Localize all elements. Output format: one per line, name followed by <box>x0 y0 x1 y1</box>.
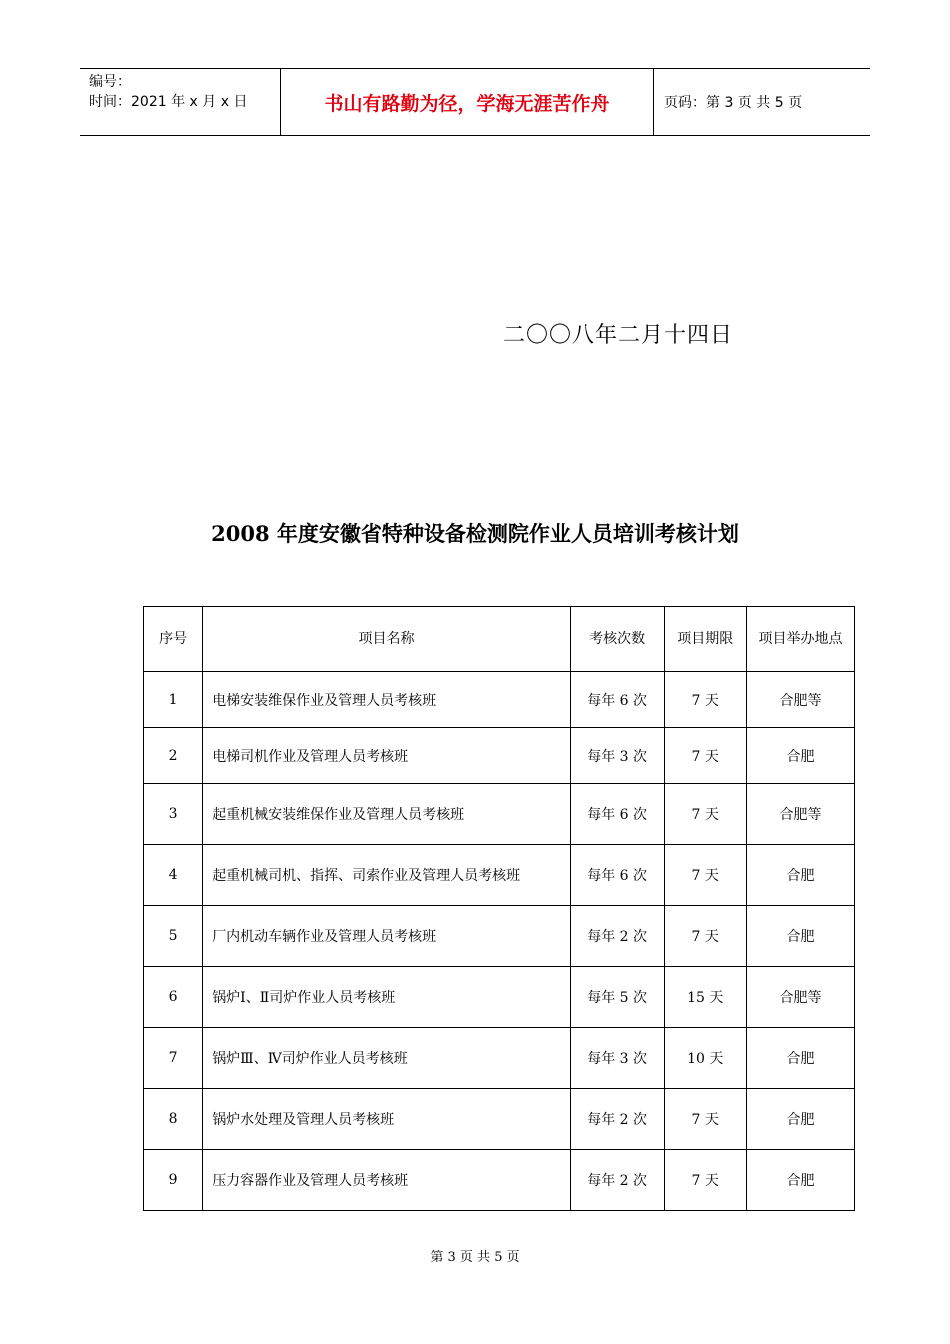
cell-place: 合肥等 <box>746 967 854 1028</box>
header-motto: 书山有路勤为径，学海无涯苦作舟 <box>281 69 654 135</box>
cell-name: 电梯司机作业及管理人员考核班 <box>203 728 571 784</box>
cell-name: 起重机械司机、指挥、司索作业及管理人员考核班 <box>203 845 571 906</box>
date-line: 二〇〇八年二月十四日 <box>503 323 734 348</box>
table-row <box>144 728 855 784</box>
header-meta <box>80 69 281 135</box>
cell-place: 合肥 <box>746 728 854 784</box>
cell-times: 每年 6 次 <box>570 784 664 845</box>
cell-name: 锅炉Ⅲ、Ⅳ司炉作业人员考核班 <box>203 1028 571 1089</box>
cell-place: 合肥等 <box>746 784 854 845</box>
cell-times: 每年 2 次 <box>570 1089 664 1150</box>
cell-times: 每年 2 次 <box>570 1150 664 1211</box>
table-row <box>144 845 855 906</box>
cell-period: 7 天 <box>664 672 746 728</box>
cell-period: 7 天 <box>664 1150 746 1211</box>
cell-no: 4 <box>144 845 203 906</box>
cell-name: 厂内机动车辆作业及管理人员考核班 <box>203 906 571 967</box>
cell-no: 1 <box>144 672 203 728</box>
cell-name: 起重机械安装维保作业及管理人员考核班 <box>203 784 571 845</box>
table-row <box>144 1089 855 1150</box>
training-plan-table <box>143 606 855 1211</box>
cell-times: 每年 5 次 <box>570 967 664 1028</box>
cell-no: 3 <box>144 784 203 845</box>
cell-name: 锅炉Ⅰ、Ⅱ司炉作业人员考核班 <box>203 967 571 1028</box>
cell-no: 7 <box>144 1028 203 1089</box>
cell-period: 7 天 <box>664 845 746 906</box>
cell-no: 6 <box>144 967 203 1028</box>
cell-period: 10 天 <box>664 1028 746 1089</box>
document-title: 2008 年度安徽省特种设备检测院作业人员培训考核计划 <box>211 521 739 546</box>
header-place: 项目举办地点 <box>746 607 854 672</box>
table-row <box>144 1028 855 1089</box>
cell-no: 2 <box>144 728 203 784</box>
cell-place: 合肥 <box>746 1028 854 1089</box>
cell-place: 合肥 <box>746 1150 854 1211</box>
page-header <box>80 68 870 136</box>
header-name: 项目名称 <box>203 607 571 672</box>
header-page-info: 页码：第 3 页 共 5 页 <box>664 95 803 111</box>
cell-no: 8 <box>144 1089 203 1150</box>
cell-name: 压力容器作业及管理人员考核班 <box>203 1150 571 1211</box>
cell-times: 每年 3 次 <box>570 728 664 784</box>
cell-period: 7 天 <box>664 1089 746 1150</box>
cell-place: 合肥 <box>746 1089 854 1150</box>
table-row <box>144 967 855 1028</box>
cell-place: 合肥 <box>746 845 854 906</box>
header-period: 项目期限 <box>664 607 746 672</box>
cell-place: 合肥 <box>746 906 854 967</box>
number-label: 编号： <box>89 74 131 90</box>
cell-name: 电梯安装维保作业及管理人员考核班 <box>203 672 571 728</box>
header-times: 考核次数 <box>570 607 664 672</box>
table-row <box>144 784 855 845</box>
header-no: 序号 <box>144 607 203 672</box>
cell-period: 15 天 <box>664 967 746 1028</box>
cell-times: 每年 3 次 <box>570 1028 664 1089</box>
table-header-row <box>144 607 855 672</box>
table-row <box>144 672 855 728</box>
table-body <box>144 672 855 1211</box>
cell-times: 每年 6 次 <box>570 845 664 906</box>
table-row <box>144 1150 855 1211</box>
page-footer: 第 3 页 共 5 页 <box>430 1250 520 1265</box>
cell-times: 每年 6 次 <box>570 672 664 728</box>
cell-no: 9 <box>144 1150 203 1211</box>
cell-period: 7 天 <box>664 906 746 967</box>
cell-times: 每年 2 次 <box>570 906 664 967</box>
cell-no: 5 <box>144 906 203 967</box>
cell-name: 锅炉水处理及管理人员考核班 <box>203 1089 571 1150</box>
time-label: 时间：2021 年 x 月 x 日 <box>89 94 248 110</box>
cell-period: 7 天 <box>664 784 746 845</box>
table-row <box>144 906 855 967</box>
cell-place: 合肥等 <box>746 672 854 728</box>
cell-period: 7 天 <box>664 728 746 784</box>
